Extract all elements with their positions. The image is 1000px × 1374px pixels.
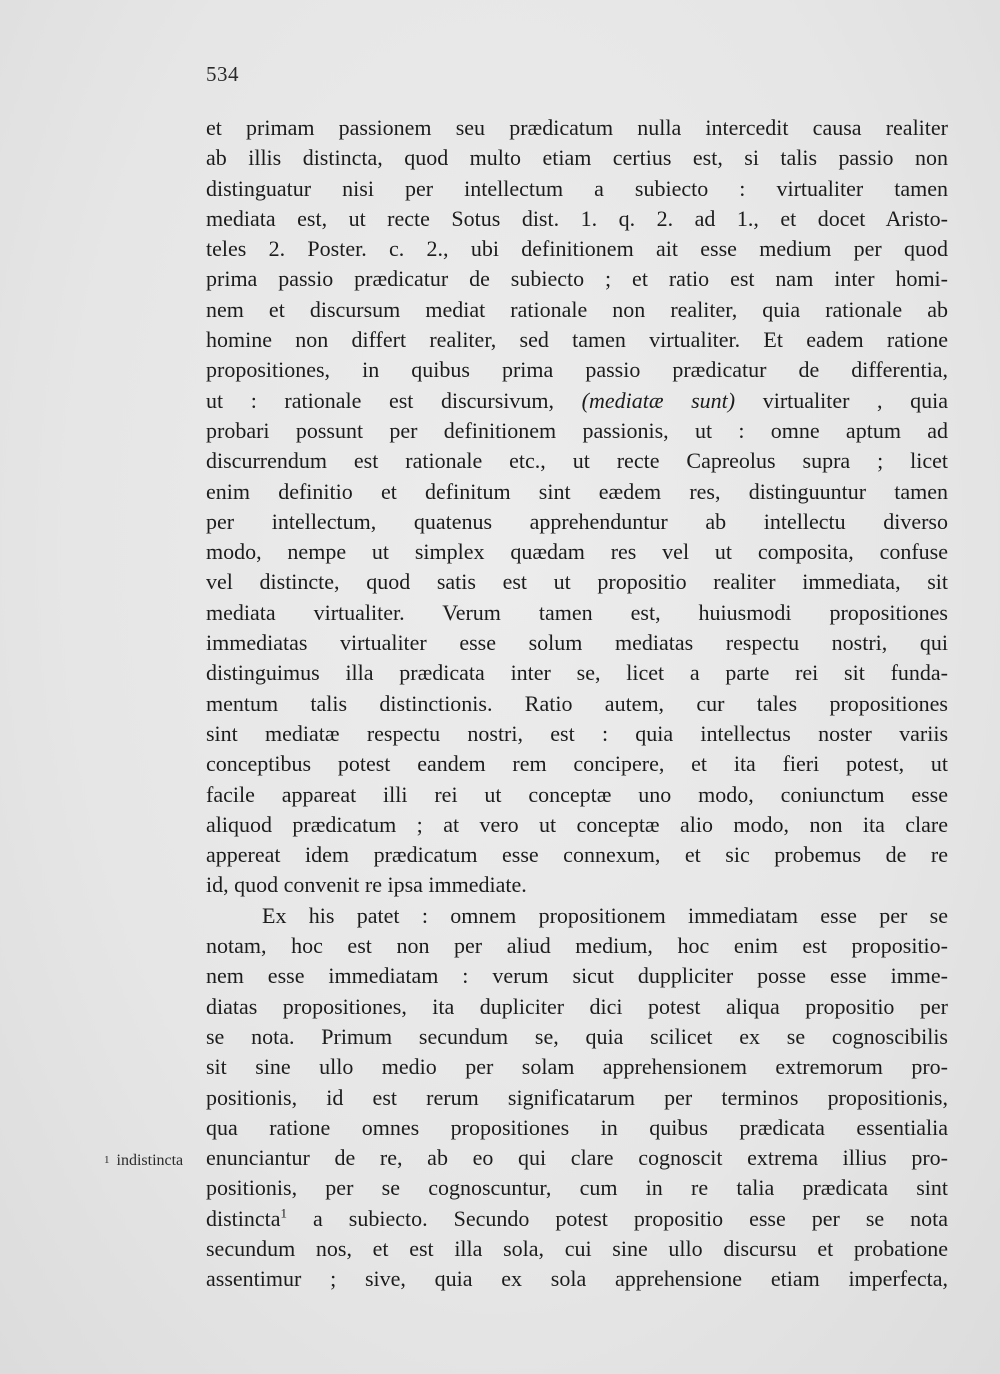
text-line: probari possunt per definitionem passionis, ut : omne aptum ad — [206, 417, 948, 443]
text-line: vel distincte, quod satis est ut propositio realiter immediata, sit — [206, 569, 948, 595]
italic-phrase: (mediatæ sunt) — [581, 387, 736, 413]
footnote-text: indistincta — [116, 1152, 184, 1169]
text-line: mediata est, ut recte Sotus dist. 1. q. 2. ad 1., et docet Aristo- — [206, 205, 948, 231]
text-line: sit sine ullo medio per solam apprehensionem extremorum pro- — [206, 1054, 948, 1080]
text-line: diatas propositiones, ita dupliciter dici potest aliqua propositio per — [206, 993, 948, 1019]
text-line: positionis, per se cognoscuntur, cum in re talia prædicata sint — [206, 1175, 948, 1201]
text-line: modo, nempe ut simplex quædam res vel ut composita, confuse — [206, 539, 948, 565]
text-line: facile appareat illi rei ut conceptæ uno modo, coniunctum esse — [206, 781, 948, 807]
text-line: discurrendum est rationale etc., ut recte Capreolus supra ; licet — [206, 448, 948, 474]
text-line: enim definitio et definitum sint eædem res, distinguuntur tamen — [206, 478, 948, 504]
text-line: homine non differt realiter, sed tamen virtualiter. Et eadem ratione — [206, 327, 948, 353]
text-line: nem esse immediatam : verum sicut duppliciter posse esse imme- — [206, 963, 948, 989]
page-number: 534 — [206, 62, 239, 86]
text-line: immediatas virtualiter esse solum mediatas respectu nostri, qui — [206, 630, 948, 656]
text-line: distinguimus illa prædicata inter se, licet a parte rei sit funda- — [206, 660, 948, 686]
body-text — [206, 113, 948, 1295]
paragraph-start-line: Ex his patet : omnem propositionem immediatam esse per se — [262, 902, 948, 928]
footnote-reference: 1 — [280, 1205, 288, 1221]
text-segment: distincta — [206, 1205, 281, 1231]
text-line: secundum nos, et est illa sola, cui sine ullo discursu et probatione — [206, 1235, 948, 1261]
text-line: positionis, id est rerum significatarum per terminos propositionis, — [206, 1084, 948, 1110]
text-line-with-italic — [206, 386, 948, 416]
text-line: conceptibus potest eandem rem concipere, et ita fieri potest, ut — [206, 751, 948, 777]
text-line: nem et discursum mediat rationale non realiter, quia rationale ab — [206, 296, 948, 322]
text-line: assentimur ; sive, quia ex sola apprehensione etiam imperfecta, — [206, 1266, 948, 1292]
text-segment: ut : rationale est discursivum, — [206, 387, 555, 413]
text-line: sint mediatæ respectu nostri, est : quia intellectus noster variis — [206, 720, 948, 746]
text-line: enunciantur de re, ab eo qui clare cognoscit extrema illius pro- — [206, 1145, 948, 1171]
text-line-with-footnote-ref — [206, 1204, 948, 1234]
text-line: propositiones, in quibus prima passio prædicatur de differentia, — [206, 357, 948, 383]
text-line: appereat idem prædicatum esse connexum, et sic probemus de re — [206, 842, 948, 868]
paragraph-end-line: id, quod convenit re ipsa immediate. — [206, 872, 527, 898]
text-line: qua ratione omnes propositiones in quibus prædicata essentialia — [206, 1114, 948, 1140]
text-line: mediata virtualiter. Verum tamen est, huiusmodi propositiones — [206, 599, 948, 625]
margin-footnote — [104, 1152, 183, 1170]
text-segment: a subiecto. Secundo potest propositio esse per se nota — [313, 1205, 949, 1231]
text-line: se nota. Primum secundum se, quia scilicet ex se cognoscibilis — [206, 1023, 948, 1049]
text-line: prima passio prædicatur de subiecto ; et ratio est nam inter homi- — [206, 266, 948, 292]
text-segment: virtualiter , quia — [762, 387, 949, 413]
text-line: ab illis distincta, quod multo etiam certius est, si talis passio non — [206, 145, 948, 171]
footnote-mark: 1 — [104, 1154, 110, 1166]
text-line: et primam passionem seu prædicatum nulla intercedit causa realiter — [206, 115, 948, 140]
text-line: distinguatur nisi per intellectum a subiecto : virtualiter tamen — [206, 175, 948, 201]
text-line: mentum talis distinctionis. Ratio autem, cur tales propositiones — [206, 690, 948, 716]
text-line: teles 2. Poster. c. 2., ubi definitionem ait esse medium per quod — [206, 236, 948, 262]
text-line: per intellectum, quatenus apprehenduntur ab intellectu diverso — [206, 508, 948, 534]
text-line: notam, hoc est non per aliud medium, hoc enim est propositio- — [206, 933, 948, 959]
text-line: aliquod prædicatum ; at vero ut conceptæ alio modo, non ita clare — [206, 811, 948, 837]
